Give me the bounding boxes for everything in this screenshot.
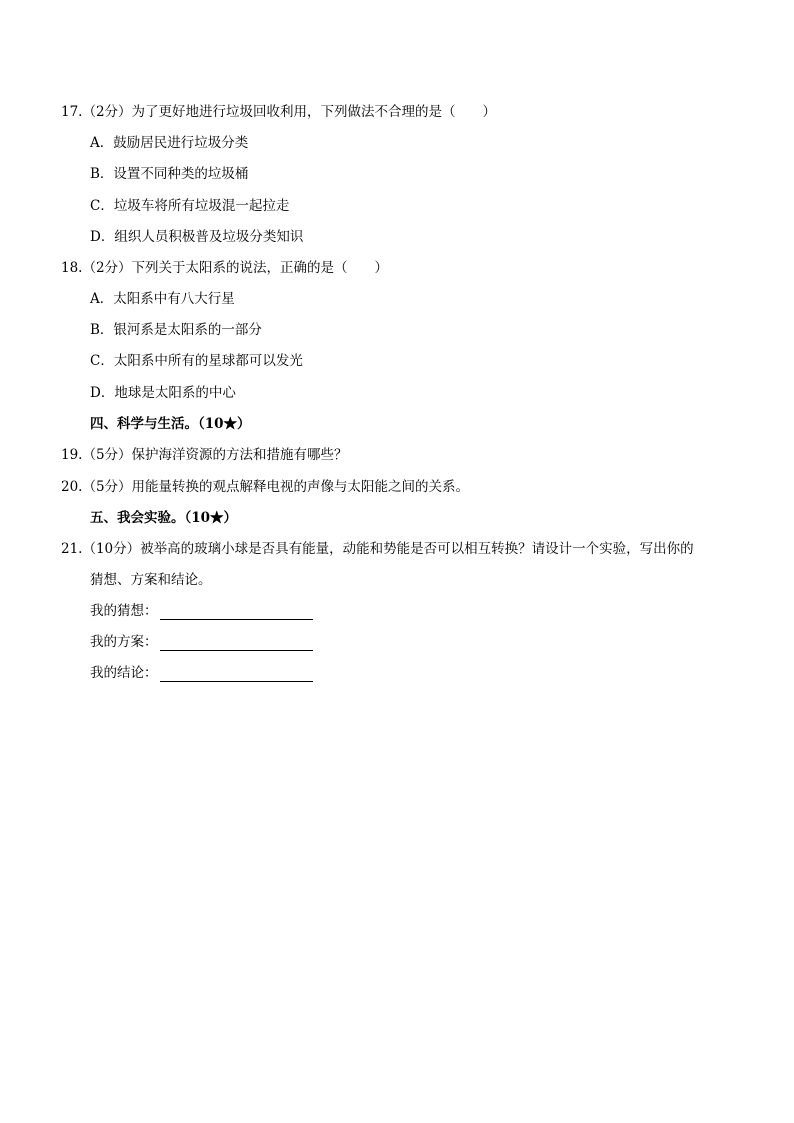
question-18-option-c: C．太阳系中所有的星球都可以发光: [90, 353, 303, 369]
plan-label: 我的方案：: [90, 634, 158, 650]
plan-answer-row: [90, 633, 313, 651]
conclusion-label: 我的结论：: [90, 665, 158, 681]
question-19: 19.（5分）保护海洋资源的方法和措施有哪些？: [61, 447, 348, 463]
question-17-option-b: B．设置不同种类的垃圾桶: [90, 166, 249, 182]
guess-label: 我的猜想：: [90, 603, 158, 619]
conclusion-answer-blank[interactable]: [160, 669, 313, 682]
conclusion-answer-row: [90, 664, 313, 682]
section-4-heading: 四、科学与生活。（10★）: [90, 416, 251, 432]
question-17-option-d: D．组织人员积极普及垃圾分类知识: [90, 229, 304, 245]
guess-answer-blank[interactable]: [160, 607, 313, 620]
question-21-stem-line1: 21.（10分）被举高的玻璃小球是否具有能量，动能和势能是否可以相互转换？请设计一个实验，写出你的: [61, 541, 694, 557]
question-17-stem: 17.（2分）为了更好地进行垃圾回收利用，下列做法不合理的是（ ）: [61, 104, 497, 120]
question-18-stem: 18.（2分）下列关于太阳系的说法，正确的是（ ）: [61, 260, 389, 276]
question-21-stem-line2: 猜想、方案和结论。: [90, 572, 212, 588]
guess-answer-row: [90, 602, 313, 620]
question-18-option-b: B．银河系是太阳系的一部分: [90, 322, 262, 338]
question-20: 20.（5分）用能量转换的观点解释电视的声像与太阳能之间的关系。: [61, 479, 470, 495]
question-17-option-c: C．垃圾车将所有垃圾混一起拉走: [90, 198, 290, 214]
question-18-option-d: D．地球是太阳系的中心: [90, 385, 236, 401]
question-18-option-a: A．太阳系中有八大行星: [90, 291, 235, 307]
section-5-heading: 五、我会实验。（10★）: [90, 510, 238, 526]
plan-answer-blank[interactable]: [160, 638, 313, 651]
question-17-option-a: A．鼓励居民进行垃圾分类: [90, 135, 249, 151]
